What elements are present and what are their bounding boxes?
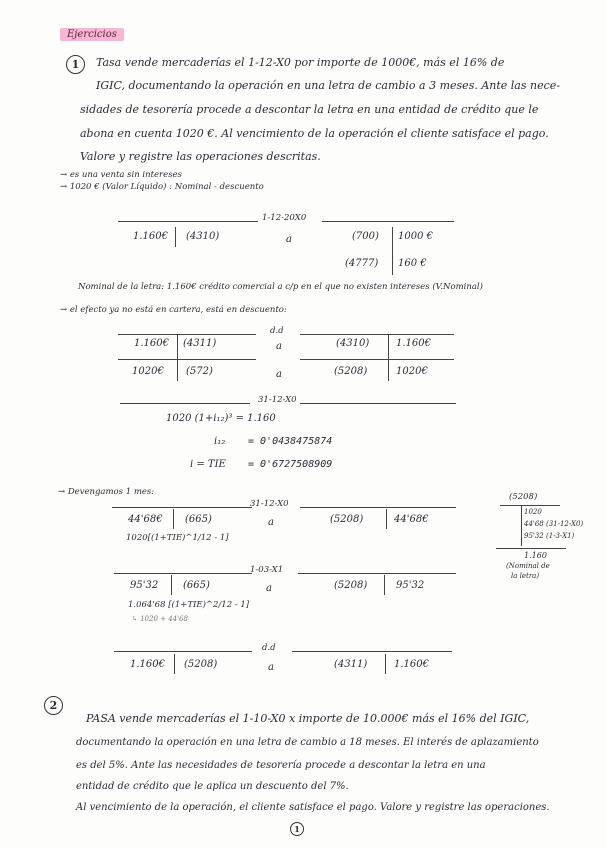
exercise-2-number: 2 [44, 696, 63, 715]
entry4-debit-amount: 95'32 [130, 580, 159, 591]
entry5-credit-amount: 1.160€ [394, 659, 429, 670]
side-ledger-account: (5208) [509, 492, 538, 502]
entry5-credit-divider [385, 654, 386, 674]
entry1-date: 1-12-20X0 [262, 213, 307, 223]
note-liquid-value: → 1020 € (Valor Líquido) : Nominal - descuento [60, 182, 264, 192]
entry5-credit-account: (4311) [334, 659, 368, 670]
ex2-statement-line-5: Al vencimiento de la operación, el cliente satisface el pago. Valore y registre las operaciones. [76, 802, 550, 813]
entry1-credit-account-1: (700) [352, 231, 379, 242]
entry2-right-divider [388, 335, 389, 381]
nominal-note: Nominal de la letra: 1.160€ crédito comercial a c/p en el que no existen intereses (V.Nominal) [78, 282, 483, 292]
entry3-debit-divider [173, 509, 174, 529]
entry1-credit-amount-2: 160 € [398, 258, 427, 269]
entry3-left-rule [112, 507, 252, 508]
entry2-row1-connector: a [276, 341, 282, 352]
calc-i12-label: i₁₂ [214, 436, 226, 447]
entry1-debit-account: (4310) [186, 231, 220, 242]
entry2-date: d.d [270, 326, 284, 336]
entry4-credit-divider [384, 575, 385, 595]
entry3-credit-divider [386, 509, 387, 529]
entry3-debit-account: (665) [185, 514, 212, 525]
entry5-debit-divider [174, 654, 175, 674]
entry1-connector: a [286, 234, 292, 245]
entry4-right-rule [298, 573, 456, 574]
entry2-row1-credit-account: (4310) [336, 338, 370, 349]
entry4-credit-amount: 95'32 [396, 580, 425, 591]
entry1-credit-amount-1: 1000 € [398, 231, 433, 242]
calc-date: 31-12-X0 [258, 395, 297, 405]
entry4-date: 1-03-X1 [250, 565, 284, 575]
entry2-row2-credit-amount: 1020€ [396, 366, 428, 377]
entry2-row2-credit-account: (5208) [334, 366, 368, 377]
calc-i12-value: = 0'0438475874 [248, 436, 333, 447]
side-ledger-total-rule [496, 548, 566, 549]
entry2-right-rule [300, 334, 454, 335]
entry2-row2-debit-account: (572) [186, 366, 213, 377]
entry4-formula-note: ↳ 1020 + 44'68 [132, 615, 188, 623]
calc-tie-label: i = TIE [190, 459, 226, 470]
cartera-note: → el efecto ya no está en cartera, está en descuento: [60, 305, 287, 315]
entry2-row2-connector: a [276, 369, 282, 380]
entry3-formula: 1020[(1+TIE)^1/12 - 1] [126, 533, 229, 543]
entry2-row1-debit-account: (4311) [183, 338, 217, 349]
entry2-row1-debit-amount: 1.160€ [134, 338, 169, 349]
calc-tie-value: = 0'6727508909 [248, 459, 333, 470]
entry3-credit-account: (5208) [330, 514, 364, 525]
entry3-date: 31-12-X0 [250, 499, 289, 509]
entry1-left-rule [118, 221, 258, 222]
entry2-left-divider [177, 335, 178, 381]
ex1-statement-line-4: abona en cuenta 1020 €. Al vencimiento de la operación el cliente satisface el pago. [80, 127, 549, 140]
entry1-debit-amount: 1.160€ [133, 231, 168, 242]
entry2-mid-left-rule [118, 359, 256, 360]
ex1-statement-line-2: IGIC, documentando la operación en una letra de cambio a 3 meses. Ante las nece- [96, 79, 560, 92]
calc-equation: 1020 (1+i₁₂)³ = 1.160 [166, 413, 276, 424]
ex2-statement-line-3: es del 5%. Ante las necesidades de tesorería procede a descontar la letra en una [76, 760, 486, 771]
side-ledger-line-2: 44'68 (31-12-X0) [524, 520, 584, 528]
entry3-connector: a [268, 517, 274, 528]
side-ledger-total: 1.160 [524, 551, 547, 560]
entry4-debit-account: (665) [183, 580, 210, 591]
entry5-right-rule [292, 651, 452, 652]
page-title: Ejercicios [60, 22, 124, 41]
calc-right-rule [300, 403, 456, 404]
exercise-1-number: 1 [66, 55, 85, 74]
ex2-statement-line-2: documentando la operación en una letra de cambio a 18 meses. El interés de aplazamiento [76, 737, 539, 748]
entry1-credit-divider [392, 227, 393, 275]
entry5-debit-amount: 1.160€ [130, 659, 165, 670]
entry3-debit-amount: 44'68€ [128, 514, 163, 525]
entry3-credit-amount: 44'68€ [394, 514, 429, 525]
side-ledger-line-1: 1020 [524, 508, 542, 516]
ex1-statement-line-5: Valore y registre las operaciones descritas. [80, 150, 321, 163]
devengo-label: → Devengamos 1 mes: [58, 487, 155, 497]
entry4-credit-account: (5208) [334, 580, 368, 591]
entry5-connector: a [268, 662, 274, 673]
ex1-statement-line-1: Tasa vende mercaderías el 1-12-X0 por importe de 1000€, más el 16% de [96, 56, 505, 69]
entry5-left-rule [114, 651, 252, 652]
note-no-interest: → es una venta sin intereses [60, 170, 182, 180]
side-ledger-divider [521, 506, 522, 546]
entry4-left-rule [114, 573, 252, 574]
entry1-credit-account-2: (4777) [345, 258, 379, 269]
entry4-connector: a [266, 583, 272, 594]
entry2-row1-credit-amount: 1.160€ [396, 338, 431, 349]
ex2-statement-line-1: PASA vende mercaderías el 1-10-X0 x importe de 10.000€ más el 16% del IGIC, [86, 712, 530, 725]
entry5-debit-account: (5208) [184, 659, 218, 670]
page-number: 1 [290, 822, 304, 836]
entry3-right-rule [300, 507, 456, 508]
calc-left-rule [120, 403, 250, 404]
entry2-mid-right-rule [300, 359, 454, 360]
entry2-left-rule [118, 334, 256, 335]
entry5-date: d.d [262, 643, 276, 653]
entry1-debit-divider [175, 227, 176, 247]
side-ledger-note-1: (Nominal de [506, 562, 550, 570]
entry4-formula: 1.064'68 [(1+TIE)^2/12 - 1] [128, 600, 250, 610]
ex2-statement-line-4: entidad de crédito que le aplica un descuento del 7%. [76, 781, 349, 792]
side-ledger-line-3: 95'32 (1-3-X1) [524, 532, 575, 540]
ex1-statement-line-3: sidades de tesorería procede a descontar la letra en una entidad de crédito que le [80, 103, 539, 116]
entry2-row2-debit-amount: 1020€ [132, 366, 164, 377]
entry4-debit-divider [171, 575, 172, 595]
entry1-right-rule [322, 221, 454, 222]
side-ledger-note-2: la letra) [511, 572, 540, 580]
side-ledger-top-rule [500, 505, 560, 506]
